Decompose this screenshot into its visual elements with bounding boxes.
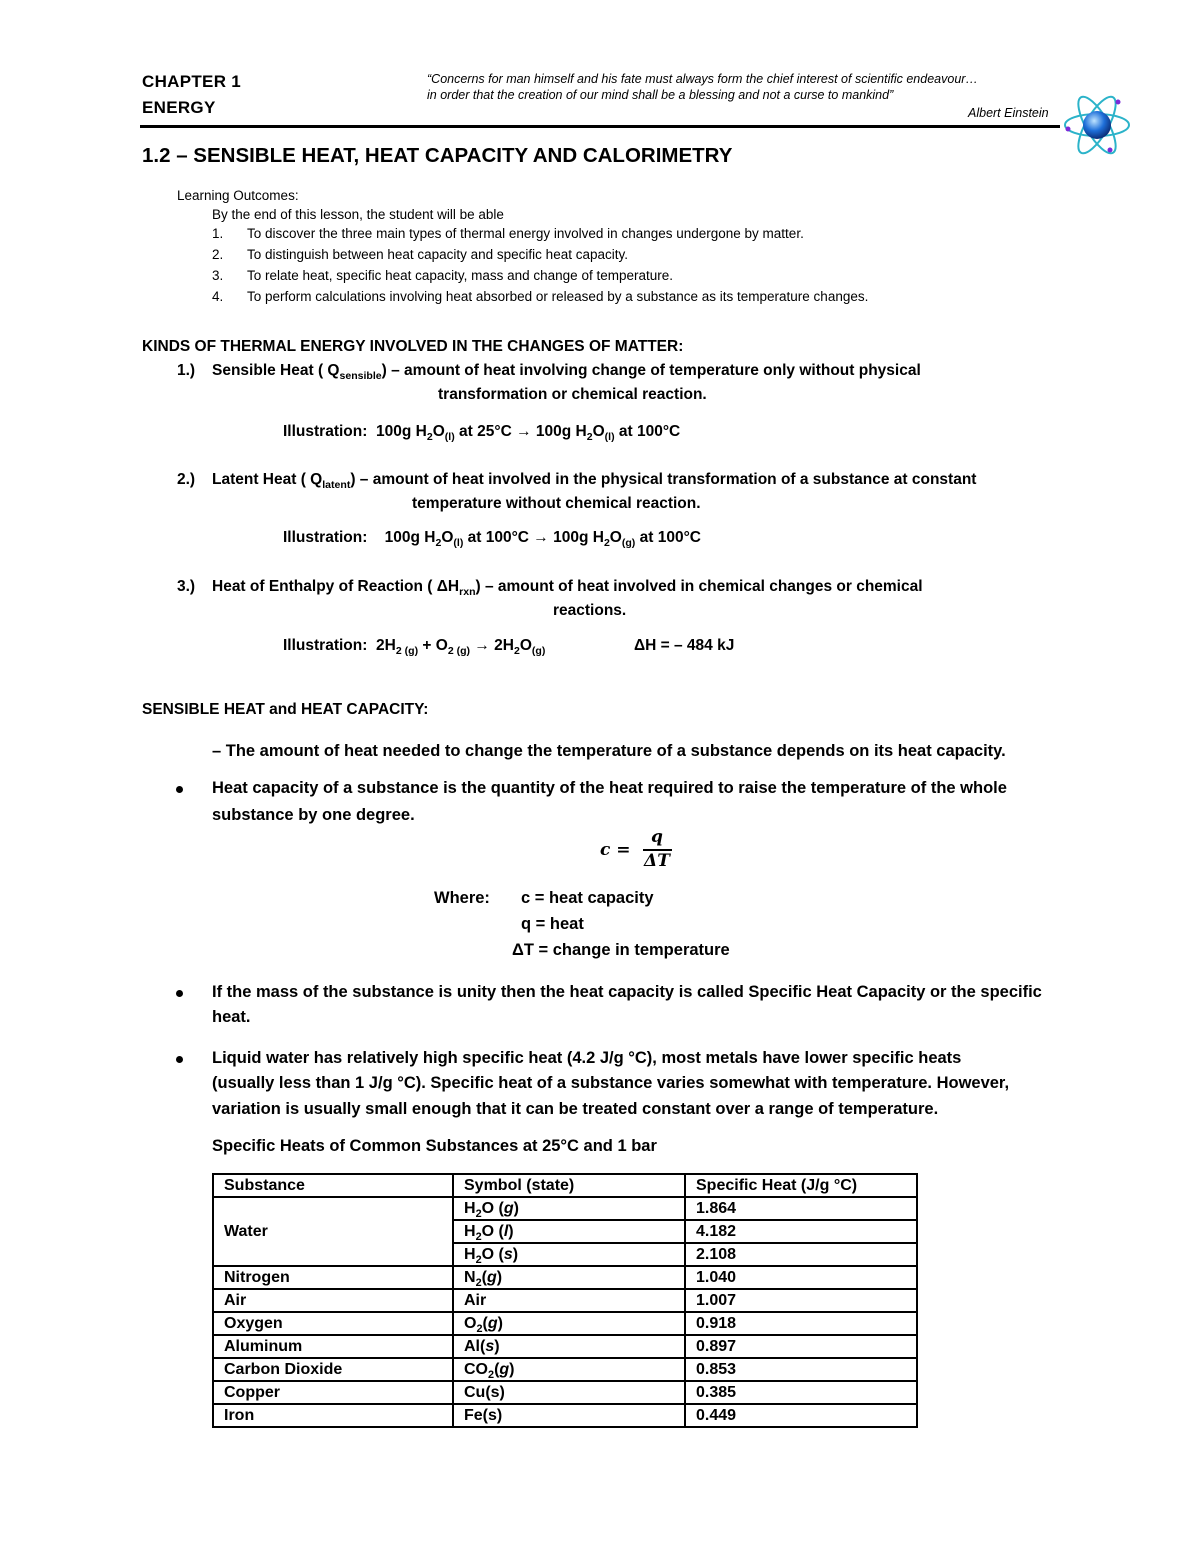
table-row: [213, 1289, 917, 1312]
table-cell-symbol: Fe(s): [453, 1404, 685, 1427]
chapter-topic: ENERGY: [142, 98, 216, 117]
sensible-heading: SENSIBLE HEAT and HEAT CAPACITY:: [142, 701, 429, 718]
outcome-number: 3.: [212, 268, 224, 283]
kind-number: 2.): [177, 471, 196, 488]
formula-lhs: c =: [600, 840, 631, 860]
header-rule: [140, 125, 1060, 128]
kind-description-cont: reactions.: [553, 602, 627, 619]
atom-icon: [1062, 93, 1132, 157]
table-row: [213, 1381, 917, 1404]
kind-description: ) – amount of heat involved in the physical transformation of a substance at constant: [350, 471, 977, 488]
illustration-equation: 100g $H_2O_{(l)}$ at 100°C → 100g $H_2O_{(g)}$ at 100°C: [384, 529, 701, 549]
illustration-label: Illustration:: [283, 637, 368, 654]
table-cell-value: 0.853: [685, 1358, 917, 1381]
outcome-number: 4.: [212, 289, 224, 304]
specific-heat-table: [212, 1173, 918, 1428]
bullet-icon: [176, 1056, 183, 1063]
table-header: Substance: [213, 1174, 453, 1197]
table-row: [213, 1404, 917, 1427]
table-cell-substance: Aluminum: [213, 1335, 453, 1358]
table-cell-substance: Oxygen: [213, 1312, 453, 1335]
table-cell-symbol: $H_2O$ (g): [453, 1197, 685, 1220]
outcome-text: To relate heat, specific heat capacity, mass and change of temperature.: [247, 268, 673, 283]
outcome-text: To discover the three main types of thermal energy involved in changes undergone by matter.: [247, 226, 804, 241]
table-cell-value: 1.040: [685, 1266, 917, 1289]
illustration-equation: 100g $H_2O_{(l)}$ at 25°C → 100g $H_2O_{(l)}$ at 100°C: [376, 423, 681, 443]
learning-outcomes-heading: Learning Outcomes:: [177, 188, 299, 203]
table-row: [213, 1358, 917, 1381]
table-cell-symbol: $H_2O$ (s): [453, 1243, 685, 1266]
kind-description: ) – amount of heat involved in chemical changes or chemical: [475, 578, 923, 595]
table-cell-symbol: $CO_2(g)$: [453, 1358, 685, 1381]
illustration-2: [283, 529, 701, 547]
bullet-icon: [176, 990, 183, 997]
kind-description: ) – amount of heat involving change of temperature only without physical: [381, 362, 921, 379]
table-cell-value: 2.108: [685, 1243, 917, 1266]
kind-number: 1.): [177, 362, 196, 379]
outcome-text: To distinguish between heat capacity and specific heat capacity.: [247, 247, 628, 262]
table-row: [213, 1312, 917, 1335]
bullet2-line1: If the mass of the substance is unity then the heat capacity is called Specific Heat Capacity or the specific: [212, 983, 1042, 1001]
table-cell-value: 0.385: [685, 1381, 917, 1404]
kind-name: Heat of Enthalpy of Reaction ( ΔH: [212, 578, 460, 595]
bullet2-line2: heat.: [212, 1008, 251, 1026]
table-cell-substance: Iron: [213, 1404, 453, 1427]
quote-line-1: “Concerns for man himself and his fate must always form the chief interest of scientific endeavour…: [427, 72, 978, 86]
table-cell-value: 0.449: [685, 1404, 917, 1427]
outcome-text: To perform calculations involving heat absorbed or released by a substance as its temperature changes.: [247, 289, 869, 304]
illustration-3: [283, 637, 545, 655]
table-row: [213, 1335, 917, 1358]
bullet3-line1: Liquid water has relatively high specific heat (4.2 J/g °C), most metals have lower specific heats: [212, 1049, 962, 1067]
bullet3-line3: variation is usually small enough that it can be treated constant over a range of temperature.: [212, 1100, 939, 1118]
quote-line-2: in order that the creation of our mind shall be a blessing and not a curse to mankind”: [427, 88, 894, 102]
formula-denominator: ΔT: [644, 851, 670, 871]
bullet1-line1: Heat capacity of a substance is the quantity of the heat required to raise the temperature of the whole: [212, 779, 1007, 797]
table-cell-symbol: $O_2(g)$: [453, 1312, 685, 1335]
kind-definition: [212, 471, 976, 489]
table-cell-value: 1.007: [685, 1289, 917, 1312]
bullet-icon: [176, 786, 183, 793]
illustration-label: Illustration:: [283, 423, 368, 440]
kind-subscript: sensible: [339, 369, 382, 382]
kind-definition: [212, 362, 921, 380]
where-t: ΔT = change in temperature: [512, 941, 730, 959]
table-cell-symbol: Al(s): [453, 1335, 685, 1358]
outcome-number: 1.: [212, 226, 224, 241]
kind-number: 3.): [177, 578, 196, 595]
quote-author: Albert Einstein: [968, 106, 1049, 120]
table-cell-symbol: $H_2O$ (l): [453, 1220, 685, 1243]
enthalpy-value: ΔH = – 484 kJ: [634, 637, 735, 654]
page-title: 1.2 – SENSIBLE HEAT, HEAT CAPACITY AND CALORIMETRY: [142, 144, 733, 167]
table-cell-substance: Water: [213, 1197, 453, 1266]
table-header: Specific Heat (J/g °C): [685, 1174, 917, 1197]
table-cell-substance: Air: [213, 1289, 453, 1312]
table-cell-value: 0.897: [685, 1335, 917, 1358]
kind-definition: [212, 578, 923, 596]
illustration-label: Illustration:: [283, 529, 368, 546]
illustration-1: [283, 423, 680, 441]
kind-name: Latent Heat ( Q: [212, 471, 323, 488]
table-cell-value: 4.182: [685, 1220, 917, 1243]
kind-subscript: latent: [322, 478, 351, 491]
kind-description-cont: temperature without chemical reaction.: [412, 495, 701, 512]
table-cell-symbol: $N_2(g)$: [453, 1266, 685, 1289]
outcome-number: 2.: [212, 247, 224, 262]
table-caption: Specific Heats of Common Substances at 25°C and 1 bar: [212, 1137, 657, 1155]
table-cell-value: 0.918: [685, 1312, 917, 1335]
where-c: c = heat capacity: [521, 889, 654, 907]
formula-numerator: q: [651, 827, 663, 847]
where-q: q = heat: [521, 915, 584, 933]
table-row: [213, 1197, 917, 1220]
bullet3-line2: (usually less than 1 J/g °C). Specific heat of a substance varies somewhat with temperature. However,: [212, 1074, 1010, 1092]
table-cell-value: 1.864: [685, 1197, 917, 1220]
chapter-label: CHAPTER 1: [142, 72, 242, 91]
table-cell-symbol: Air: [453, 1289, 685, 1312]
where-label: Where:: [434, 889, 490, 907]
table-row: [213, 1266, 917, 1289]
table-cell-symbol: Cu(s): [453, 1381, 685, 1404]
illustration-equation: $2H_{2 (g)} + O_{2 (g)} \to 2H_2O_{(g)}$: [376, 637, 546, 657]
table-header-row: [213, 1174, 917, 1197]
bullet1-line2: substance by one degree.: [212, 806, 415, 824]
kind-subscript: rxn: [459, 585, 476, 598]
table-cell-substance: Copper: [213, 1381, 453, 1404]
table-header: Symbol (state): [453, 1174, 685, 1197]
kind-description-cont: transformation or chemical reaction.: [438, 386, 707, 403]
kind-name: Sensible Heat ( Q: [212, 362, 340, 379]
table-cell-substance: Nitrogen: [213, 1266, 453, 1289]
sensible-intro: – The amount of heat needed to change the temperature of a substance depends on its heat capacity.: [212, 742, 1006, 760]
learning-outcomes-intro: By the end of this lesson, the student will be able: [212, 207, 504, 222]
table-cell-substance: Carbon Dioxide: [213, 1358, 453, 1381]
kinds-heading: KINDS OF THERMAL ENERGY INVOLVED IN THE CHANGES OF MATTER:: [142, 338, 684, 355]
